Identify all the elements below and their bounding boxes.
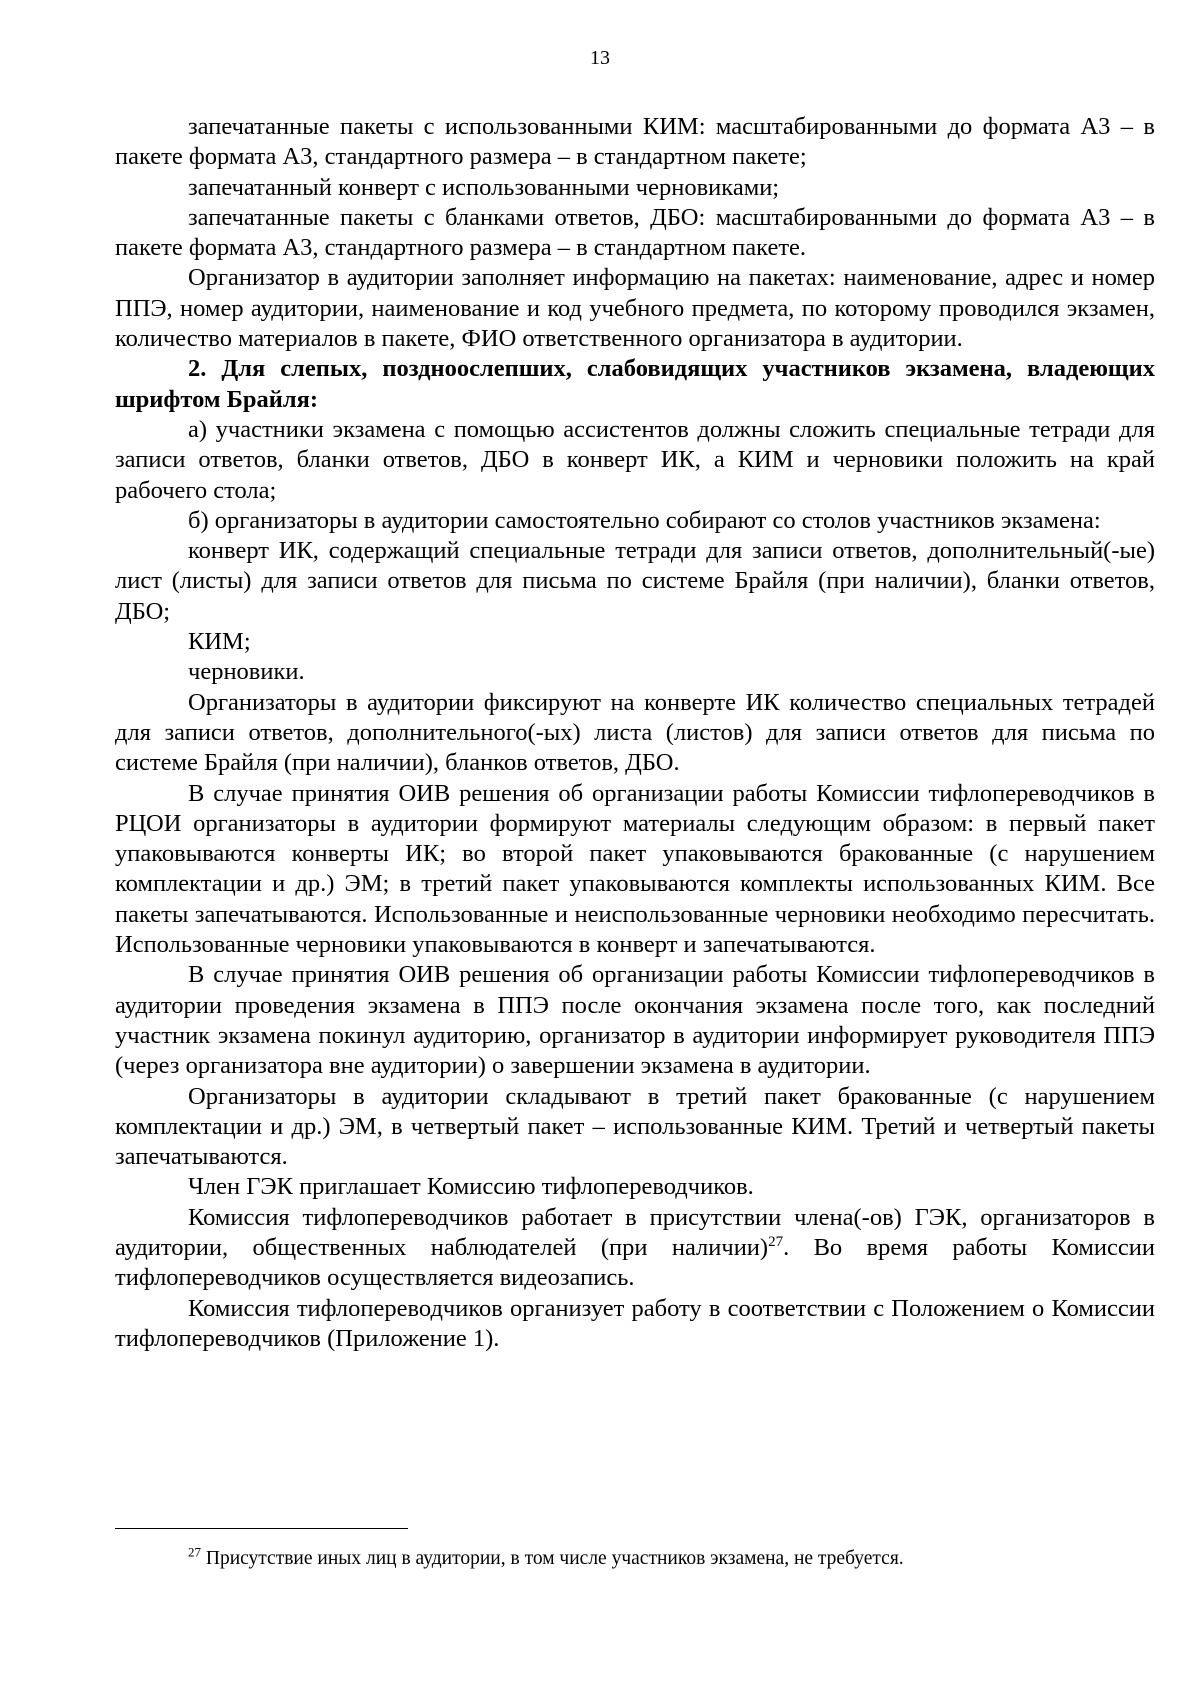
paragraph-with-footnote [115, 1203, 1155, 1294]
page-number: 13 [590, 47, 610, 69]
paragraph: КИМ; [188, 628, 251, 656]
paragraph: запечатанные пакеты с бланками ответов, ДБО: масштабированными до формата А3 – в пакете формата А3, стандартного размера – в стандартном пакете. [115, 203, 1155, 262]
paragraph: Член ГЭК приглашает Комиссию тифлопереводчиков. [188, 1173, 754, 1201]
paragraph: запечатанный конверт с использованными черновиками; [188, 173, 780, 201]
footnote-reference[interactable]: 27 [768, 1233, 784, 1250]
footnote-separator [115, 1528, 408, 1529]
section-heading-text: 2. Для слепых, поздноослепших, слабовидящих участников экзамена, владеющих шрифтом Брайля: [115, 355, 1155, 413]
paragraph: В случае принятия ОИВ решения об организации работы Комиссии тифлопереводчиков в аудитории проведения экзамена в ППЭ после окончания экзамена после того, как последний участник экзамена покинул аудиторию, организатор в аудитории информирует руководителя ППЭ (через организатора вне аудитории) о завершении экзамена в аудитории. [115, 961, 1155, 1080]
footnote-marker: 27 [188, 1544, 201, 1560]
paragraph: Организатор в аудитории заполняет информацию на пакетах: наименование, адрес и номер ППЭ, номер аудитории, наименование и код учебного предмета, по которому проводился экзамен, количество материалов в пакете, ФИО ответственного организатора в аудитории. [115, 264, 1155, 353]
paragraph: черновики. [188, 658, 305, 686]
paragraph-text: . Во время работы Комиссии тифлопереводчиков осуществляется видеозапись. [115, 1233, 1155, 1292]
paragraph-text: Комиссия тифлопереводчиков работает в присутствии члена(-ов) ГЭК, организаторов в аудитории, общественных наблюдателей (при наличии) [115, 1203, 1155, 1261]
paragraph: б) организаторы в аудитории самостоятельно собирают со столов участников экзамена: [188, 506, 1101, 534]
body-text [115, 112, 1155, 1354]
section-heading [115, 354, 1155, 415]
paragraph: Организаторы в аудитории фиксируют на конверте ИК количество специальных тетрадей для записи ответов, дополнительного(-ых) листа (листов) для записи ответов для письма по системе Брайля (при наличии), бланков ответов, ДБО. [115, 688, 1155, 777]
paragraph: а) участники экзамена с помощью ассистентов должны сложить специальные тетради для записи ответов, бланки ответов, ДБО в конверт ИК, а КИМ и черновики положить на край рабочего стола; [115, 415, 1155, 504]
paragraph: запечатанные пакеты с использованными КИМ: масштабированными до формата А3 – в пакете формата А3, стандартного размера – в стандартном пакете; [115, 113, 1155, 171]
footnote-text: Присутствие иных лиц в аудитории, в том числе участников экзамена, не требуется. [201, 1548, 904, 1569]
paragraph: Организаторы в аудитории складывают в третий пакет бракованные (с нарушением комплектации и др.) ЭМ, в четвертый пакет – использованные КИМ. Третий и четвертый пакеты запечатываются. [115, 1082, 1155, 1171]
footnote [188, 1544, 1128, 1571]
paragraph: конверт ИК, содержащий специальные тетради для записи ответов, дополнительный(-ые) лист (листы) для записи ответов для письма по системе Брайля (при наличии), бланки ответов, ДБО; [115, 537, 1155, 625]
paragraph: В случае принятия ОИВ решения об организации работы Комиссии тифлопереводчиков в РЦОИ организаторы в аудитории формируют материалы следующим образом: в первый пакет упаковываются конверты ИК; во второй пакет упаковываются бракованные (с нарушением комплектации и др.) ЭМ; в третий пакет упаковываются комплекты использованных КИМ. Все пакеты запечатываются. Использованные и неиспользованные черновики необходимо пересчитать. Использованные черновики упаковываются в конверт и запечатываются. [115, 779, 1155, 959]
paragraph: Комиссия тифлопереводчиков организует работу в соответствии с Положением о Комиссии тифлопереводчиков (Приложение 1). [115, 1294, 1155, 1352]
